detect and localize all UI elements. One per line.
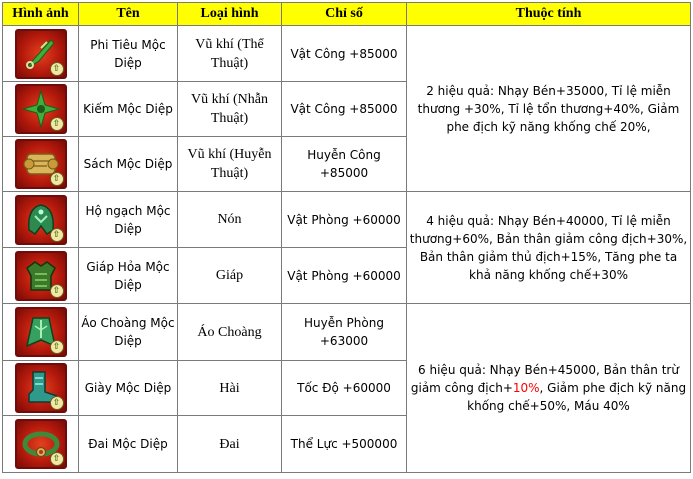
table-row <box>3 26 691 82</box>
upgrade-arrow-icon: ⇧ <box>50 284 64 298</box>
item-image-cell <box>3 361 79 416</box>
item-type: Áo Choàng <box>178 304 282 361</box>
item-name: Phi Tiêu Mộc Diệp <box>79 26 178 82</box>
item-type: Đai <box>178 416 282 473</box>
item-stat: Thể Lực +500000 <box>282 416 407 473</box>
item-name: Giáp Hỏa Mộc Diệp <box>79 248 178 304</box>
set-bonus-2: 2 hiệu quả: Nhạy Bén+35000, Tỉ lệ miễn thương +30%, Tỉ lệ tổn thương+40%, Giảm phe địch kỹ năng khống chế 20%, <box>407 26 691 192</box>
item-stat: Vật Công +85000 <box>282 26 407 82</box>
shuriken-icon <box>15 84 67 134</box>
upgrade-arrow-icon: ⇧ <box>50 62 64 76</box>
item-image-cell <box>3 248 79 304</box>
header-row <box>3 3 691 26</box>
set-bonus-4: 4 hiệu quả: Nhạy Bén+40000, Tỉ lệ miễn thương+60%, Bản thân giảm công địch+30%, Bản thân giảm thủ địch+15%, Tăng phe ta khả năng khống chế+30% <box>407 192 691 304</box>
item-name: Đai Mộc Diệp <box>79 416 178 473</box>
item-type: Nón <box>178 192 282 248</box>
table-row <box>3 304 691 361</box>
boots-icon <box>15 363 67 413</box>
item-type: Vũ khí (Huyễn Thuật) <box>178 137 282 192</box>
item-name: Kiếm Mộc Diệp <box>79 82 178 137</box>
item-image-cell <box>3 26 79 82</box>
item-type: Vũ khí (Nhẫn Thuật) <box>178 82 282 137</box>
item-stat: Huyễn Công +85000 <box>282 137 407 192</box>
item-type: Vũ khí (Thể Thuật) <box>178 26 282 82</box>
upgrade-arrow-icon: ⇧ <box>50 117 64 131</box>
upgrade-arrow-icon: ⇧ <box>50 396 64 410</box>
table-row <box>3 192 691 248</box>
item-image-cell <box>3 82 79 137</box>
header-stat: Chỉ số <box>282 3 407 26</box>
set-bonus-6 <box>407 304 691 473</box>
upgrade-arrow-icon: ⇧ <box>50 340 64 354</box>
header-name: Tên <box>79 3 178 26</box>
item-stat: Vật Phòng +60000 <box>282 248 407 304</box>
header-image: Hình ảnh <box>3 3 79 26</box>
item-stat: Vật Công +85000 <box>282 82 407 137</box>
set-bonus-6-text-end: , Giảm phe địch kỹ năng khống chế+50%, Máu 40% <box>467 381 687 413</box>
equipment-table <box>2 2 691 473</box>
item-stat: Tốc Độ +60000 <box>282 361 407 416</box>
upgrade-arrow-icon: ⇧ <box>50 172 64 186</box>
upgrade-arrow-icon: ⇧ <box>50 228 64 242</box>
scroll-icon <box>15 139 67 189</box>
item-image-cell <box>3 137 79 192</box>
item-image-cell <box>3 192 79 248</box>
item-name: Hộ ngạch Mộc Diệp <box>79 192 178 248</box>
item-name: Giày Mộc Diệp <box>79 361 178 416</box>
item-stat: Huyễn Phòng +63000 <box>282 304 407 361</box>
item-type: Hài <box>178 361 282 416</box>
item-type: Giáp <box>178 248 282 304</box>
header-type: Loại hình <box>178 3 282 26</box>
item-image-cell <box>3 304 79 361</box>
belt-icon <box>15 419 67 469</box>
item-image-cell <box>3 416 79 473</box>
item-name: Áo Choàng Mộc Diệp <box>79 304 178 361</box>
cloak-icon <box>15 307 67 357</box>
item-stat: Vật Phòng +60000 <box>282 192 407 248</box>
item-name: Sách Mộc Diệp <box>79 137 178 192</box>
helmet-icon <box>15 195 67 245</box>
upgrade-arrow-icon: ⇧ <box>50 452 64 466</box>
set-bonus-6-text: 6 hiệu quả: Nhạy Bén+45000, Bản thân trừ giảm công địch+ <box>410 363 679 395</box>
armor-icon <box>15 251 67 301</box>
set-bonus-6-highlight: 10% <box>512 381 540 395</box>
kunai-icon <box>15 29 67 79</box>
header-attribute: Thuộc tính <box>407 3 691 26</box>
